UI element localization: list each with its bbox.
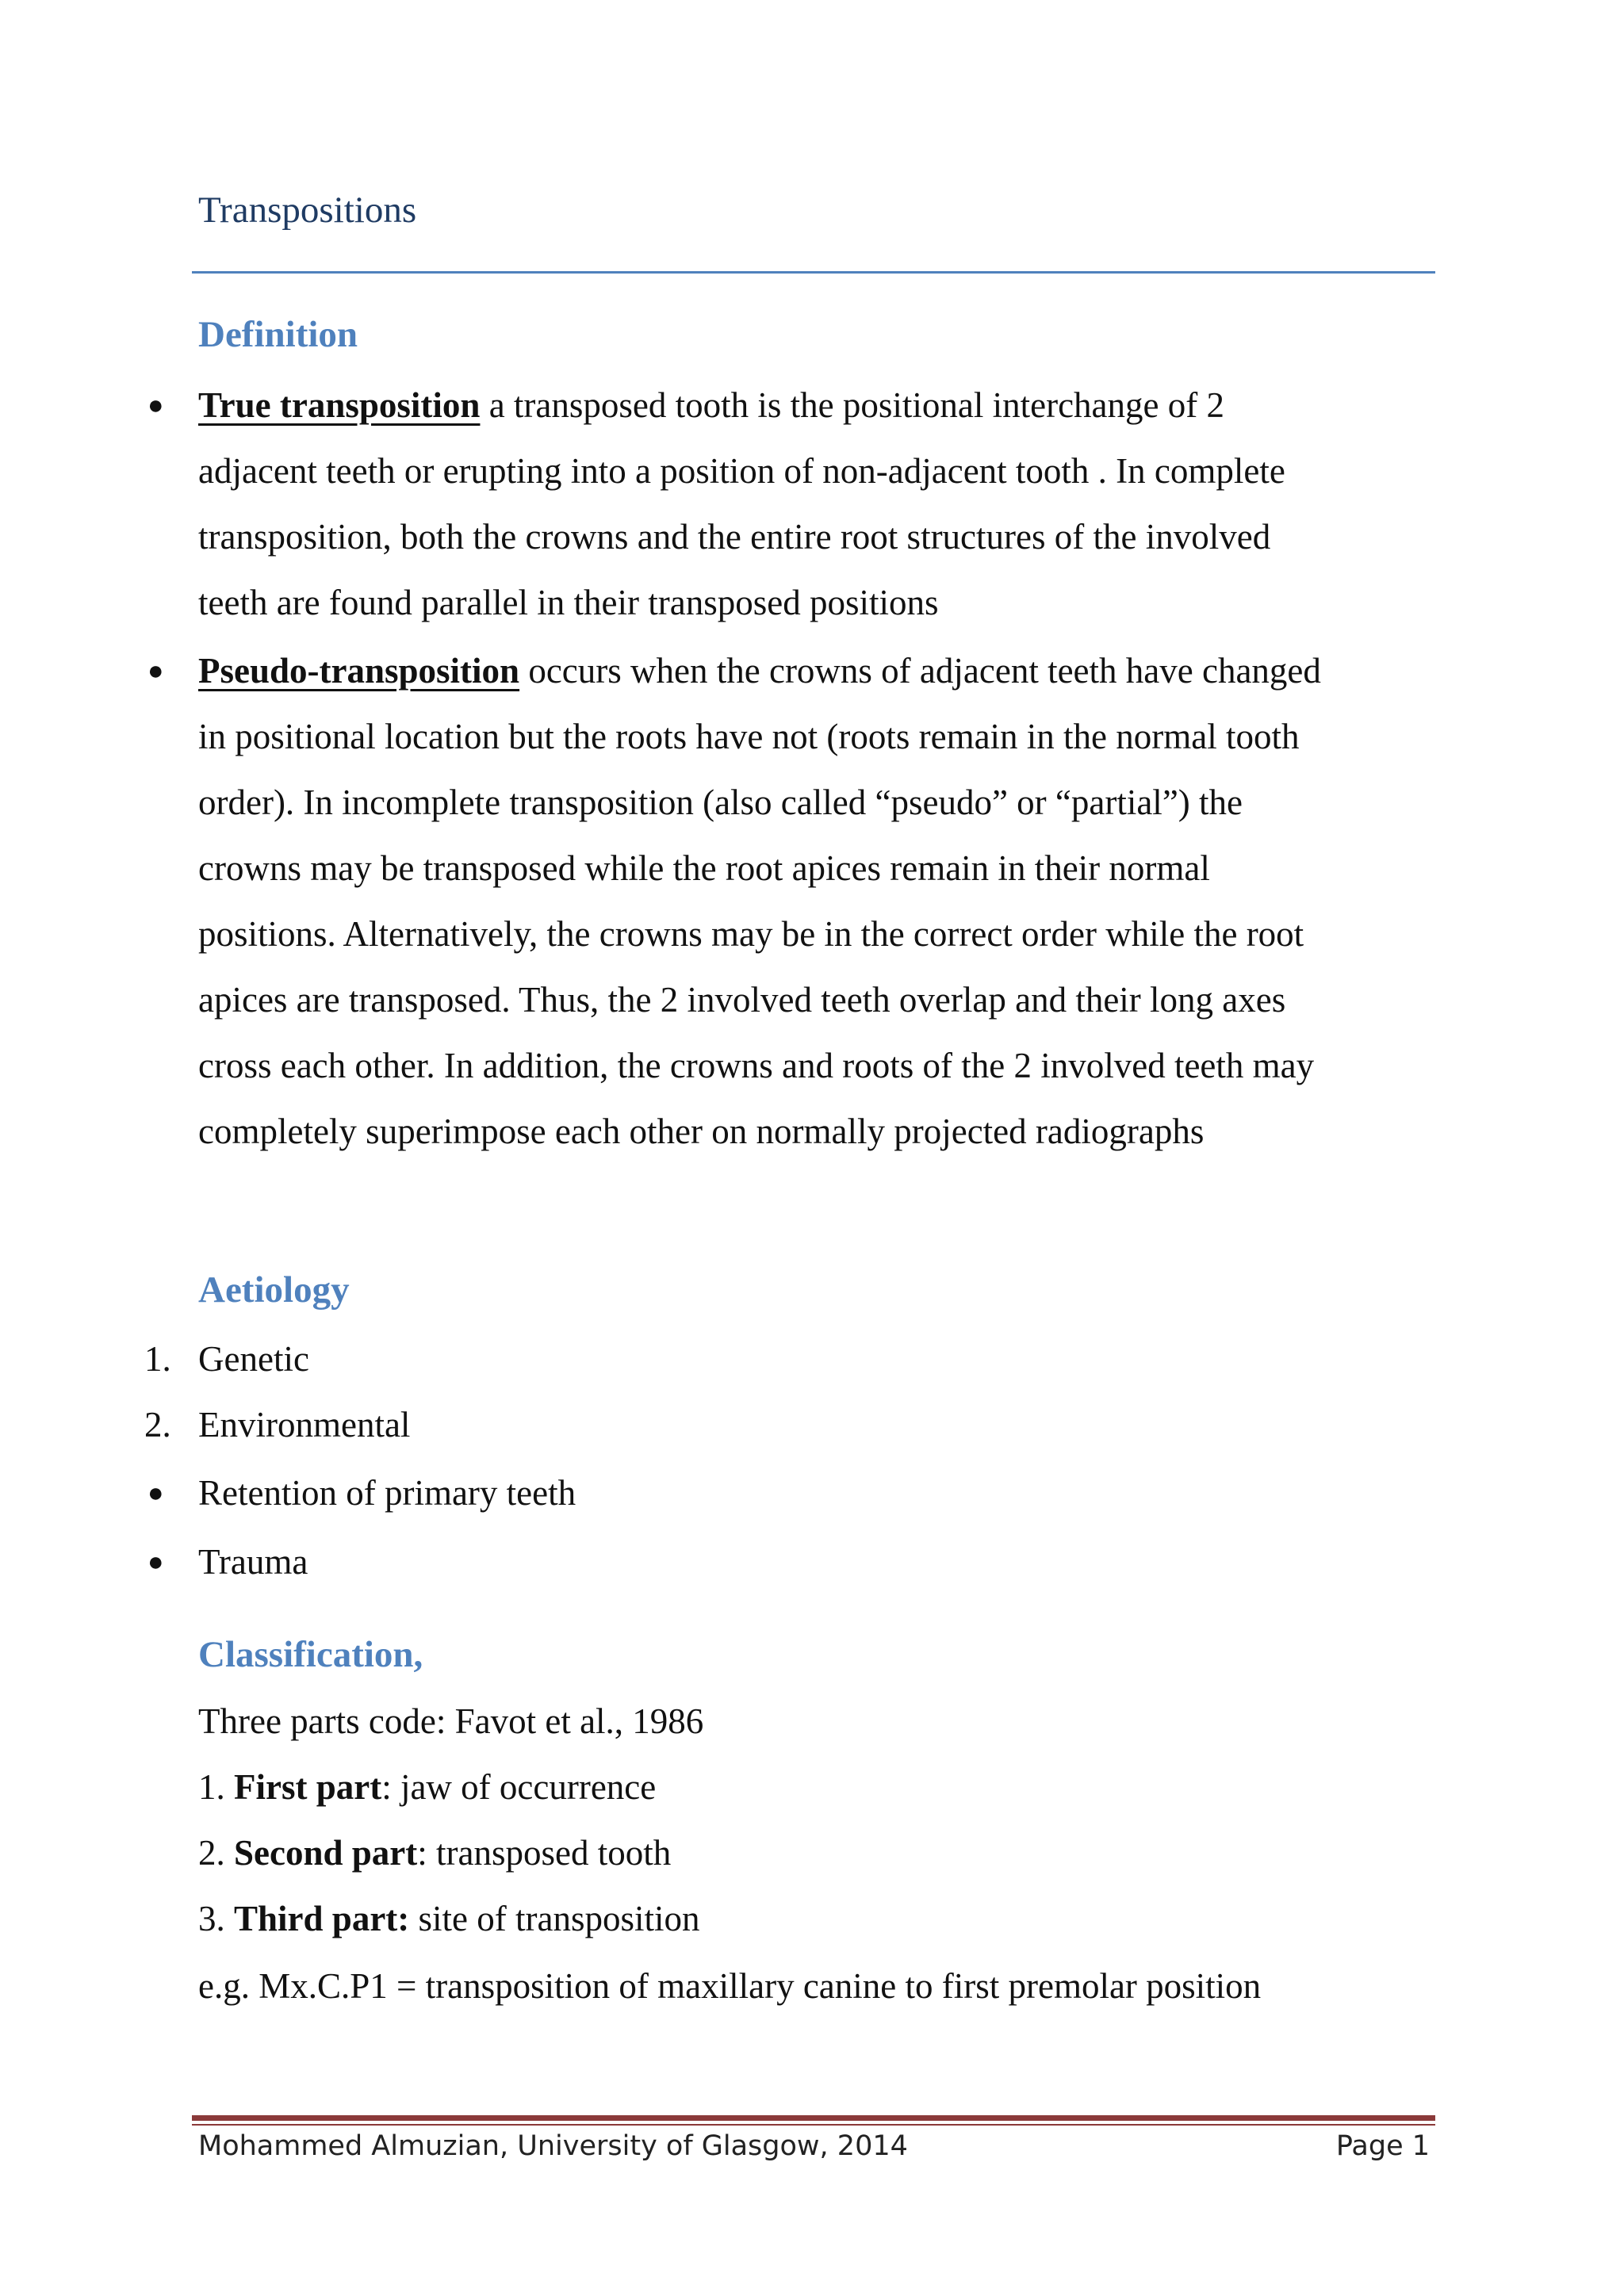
pseudo-transposition-line-7: cross each other. In addition, the crowns and roots of the 2 involved teeth may	[198, 1046, 1315, 1085]
part-label: Second part	[234, 1833, 418, 1873]
pseudo-transposition-line-2: in positional location but the roots have not (roots remain in the normal tooth	[198, 717, 1300, 756]
part-number: 2.	[198, 1833, 234, 1873]
footer-divider-thick	[192, 2115, 1435, 2121]
classification-intro: Three parts code: Favot et al., 1986	[198, 1701, 704, 1741]
classification-part-2	[198, 1820, 1419, 1886]
aetiology-retention: Retention of primary teeth	[198, 1473, 576, 1513]
part-description: : transposed tooth	[417, 1833, 672, 1873]
part-description: : jaw of occurrence	[381, 1767, 657, 1807]
pseudo-transposition-line-3: order). In incomplete transposition (also called “pseudo” or “partial”) the	[198, 783, 1243, 822]
pseudo-transposition-line-5: positions. Alternatively, the crowns may be in the correct order while the root	[198, 914, 1304, 954]
aetiology-genetic: Genetic	[198, 1339, 309, 1379]
aetiology-numbered-item	[144, 1326, 1419, 1392]
true-transposition-term: True transposition	[198, 385, 481, 425]
true-transposition-item	[147, 373, 1419, 636]
footer-page-number: Page 1	[1335, 2130, 1430, 2162]
pseudo-transposition-term: Pseudo-transposition	[198, 651, 520, 691]
aetiology-heading: Aetiology	[198, 1269, 350, 1311]
bullet-icon: ●	[147, 1548, 164, 1577]
pseudo-transposition-line-1	[198, 638, 1419, 704]
pseudo-transposition-line-6: apices are transposed. Thus, the 2 involved teeth overlap and their long axes	[198, 980, 1286, 1020]
bullet-icon: ●	[147, 1479, 164, 1508]
true-transposition-text: a transposed tooth is the positional interchange of 2	[480, 385, 1224, 425]
pseudo-transposition-line-4: crowns may be transposed while the root apices remain in their normal	[198, 848, 1210, 888]
aetiology-trauma: Trauma	[198, 1542, 308, 1582]
page-header-title: Transpositions	[198, 189, 417, 231]
pseudo-transposition-item	[147, 638, 1419, 1165]
classification-heading: Classification,	[198, 1634, 423, 1675]
list-number: 1.	[144, 1339, 171, 1379]
footer-divider-thin	[192, 2124, 1435, 2126]
part-description: site of transposition	[409, 1899, 700, 1938]
pseudo-transposition-line-8: completely superimpose each other on normally projected radiographs	[198, 1112, 1205, 1151]
definition-heading: Definition	[198, 314, 358, 355]
aetiology-numbered-item	[144, 1392, 1419, 1458]
part-number: 1.	[198, 1767, 234, 1807]
part-label: First part	[234, 1767, 382, 1807]
bullet-icon: ●	[147, 391, 164, 420]
aetiology-bullet-item	[147, 1460, 1419, 1526]
part-number: 3.	[198, 1899, 234, 1938]
classification-example: e.g. Mx.C.P1 = transposition of maxillary canine to first premolar position	[198, 1966, 1262, 2006]
true-transposition-line-3: transposition, both the crowns and the entire root structures of the involved	[198, 517, 1271, 557]
aetiology-environmental: Environmental	[198, 1405, 411, 1445]
pseudo-transposition-text: occurs when the crowns of adjacent teeth have changed	[519, 651, 1321, 691]
bullet-icon: ●	[147, 656, 164, 686]
classification-part-3	[198, 1886, 1419, 1952]
header-divider	[192, 271, 1435, 274]
aetiology-bullet-item	[147, 1529, 1419, 1595]
footer-author: Mohammed Almuzian, University of Glasgow, 2014	[198, 2130, 908, 2162]
true-transposition-line-4: teeth are found parallel in their transposed positions	[198, 583, 939, 622]
classification-part-1	[198, 1755, 1419, 1820]
true-transposition-line-1	[198, 373, 1419, 438]
list-number: 2.	[144, 1405, 171, 1445]
true-transposition-line-2: adjacent teeth or erupting into a position of non-adjacent tooth . In complete	[198, 451, 1285, 491]
part-label: Third part:	[234, 1899, 410, 1938]
